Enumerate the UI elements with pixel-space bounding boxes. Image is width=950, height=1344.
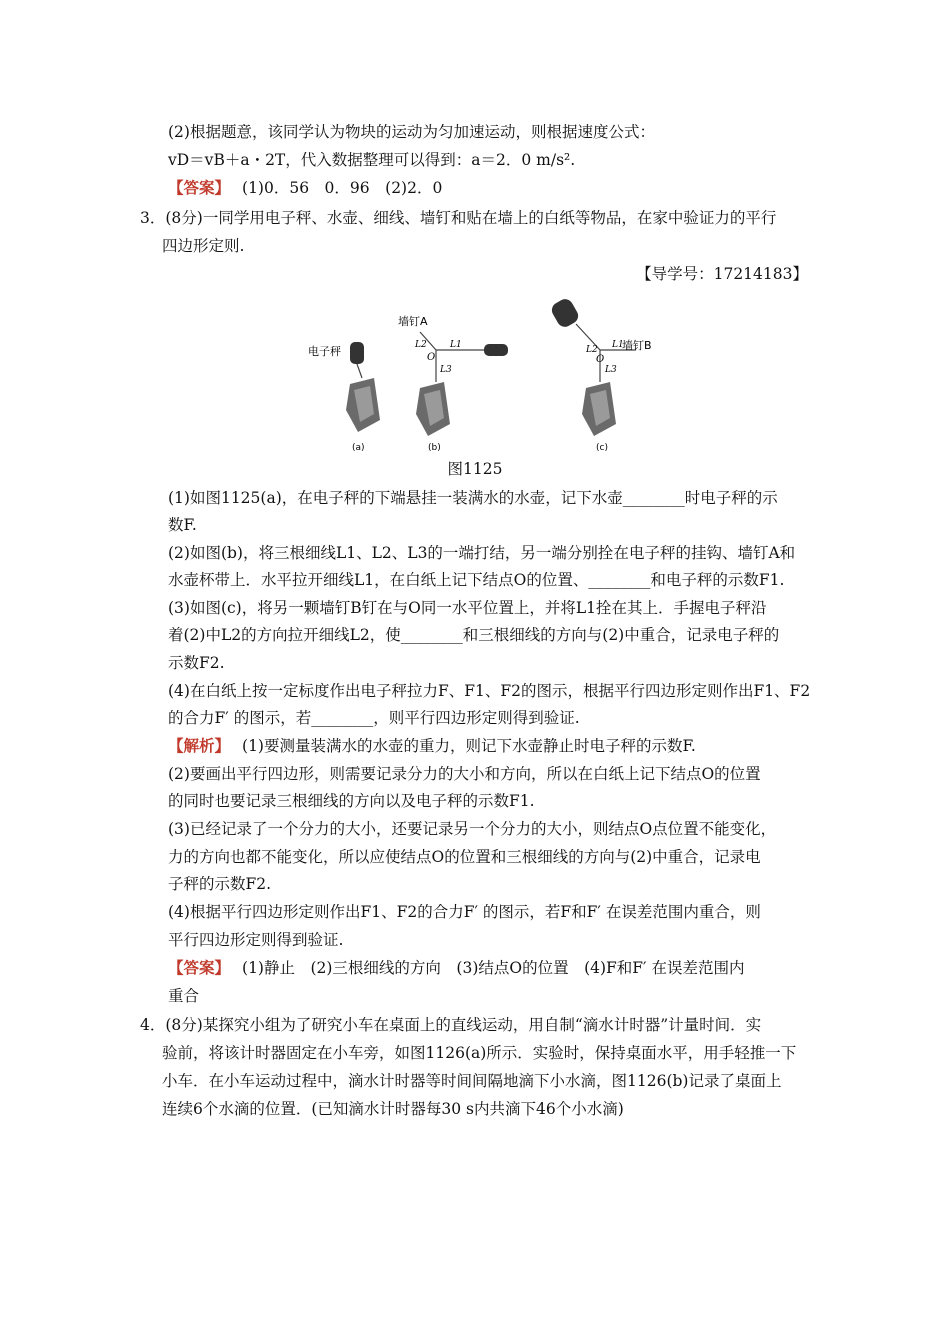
figure-panel-c	[549, 296, 652, 453]
answer-tag: 【答案】	[168, 178, 231, 197]
nail-b-label: 墙钉B	[622, 339, 652, 352]
guide-number: 【导学号：17214183】	[636, 265, 808, 283]
q3-part-1-line-1: (1)如图1125(a)，在电子秤的下端悬挂一装满水的水壶，记下水壶________时电子秤的示	[168, 489, 778, 507]
analysis-1	[168, 735, 696, 757]
label-O-b: O	[427, 352, 436, 363]
answer-2-line-2: 重合	[168, 987, 200, 1005]
label-L2-b: L2	[415, 340, 427, 350]
electronic-scale-icon	[350, 342, 364, 364]
label-L3-c: L3	[605, 365, 617, 375]
label-L1-b: L1	[450, 340, 462, 350]
analysis-3-line-3: 子秤的示数F2.	[168, 875, 272, 893]
scale-label: 电子秤	[308, 345, 341, 358]
analysis-4-line-1: (4)根据平行四边形定则作出F1、F2的合力F′ 的图示，若F和F′ 在误差范围内重合，则	[168, 903, 761, 921]
label-L2-c: L2	[586, 345, 598, 355]
label-O-c: O	[596, 354, 605, 365]
q3-part-2-line-1: (2)如图(b)，将三根细线L1、L2、L3的一端打结，另一端分别拴在电子秤的挂钩、墙钉A和	[168, 544, 796, 562]
answer-text: (1)0．56 0．96 (2)2．0	[242, 179, 443, 197]
figure-1125	[300, 292, 660, 454]
analysis-4-line-2: 平行四边形定则得到验证.	[168, 931, 344, 949]
answer-text: (1)静止 (2)三根细线的方向 (3)结点O的位置 (4)F和F′ 在误差范围内	[242, 959, 745, 977]
q3-part-4-line-2: 的合力F′ 的图示，若________，则平行四边形定则得到验证.	[168, 709, 580, 727]
question-4-line-3: 小车．在小车运动过程中，滴水计时器等时间间隔地滴下小水滴，图1126(b)记录了桌面上	[162, 1072, 782, 1090]
electronic-scale-icon	[484, 344, 508, 356]
answer-2	[168, 957, 745, 979]
q3-part-4-line-1: (4)在白纸上按一定标度作出电子秤拉力F、F1、F2的图示，根据平行四边形定则作出F1、F2	[168, 682, 811, 700]
q3-part-3-line-3: 示数F2.	[168, 654, 225, 672]
question-3-line-2: 四边形定则.	[162, 237, 245, 255]
analysis-2-line-2: 的同时也要记录三根细线的方向以及电子秤的示数F1.	[168, 792, 535, 810]
analysis-3-line-1: (3)已经记录了一个分力的大小，还要记录另一个分力的大小，则结点O点位置不能变化，	[168, 820, 777, 838]
question-4-line-2: 验前，将该计时器固定在小车旁，如图1126(a)所示．实验时，保持桌面水平，用手轻推一下	[162, 1044, 797, 1062]
question-4-line-1: 4．(8分)某探究小组为了研究小车在桌面上的直线运动，用自制“滴水计时器”计量时间．实	[140, 1016, 762, 1034]
label-L3-b: L3	[440, 365, 452, 375]
answer-1	[168, 177, 442, 199]
question-4-line-4: 连续6个水滴的位置．(已知滴水计时器每30 s内共滴下46个小水滴)	[162, 1100, 624, 1118]
panel-b-label: (b)	[428, 443, 441, 453]
analysis-2-line-1: (2)要画出平行四边形，则需要记录分力的大小和方向，所以在白纸上记下结点O的位置	[168, 765, 761, 783]
q3-part-3-line-2: 着(2)中L2的方向拉开细线L2，使________和三根细线的方向与(2)中重合，记录电子秤的	[168, 626, 780, 644]
analysis-text-1: (1)要测量装满水的水壶的重力，则记下水壶静止时电子秤的示数F.	[242, 737, 696, 755]
figure-panel-b	[398, 314, 508, 453]
q3-part-1-line-2: 数F.	[168, 516, 197, 534]
label-L1-c: L1	[612, 340, 624, 350]
solution-formula: vD＝vB＋a・2T，代入数据整理可以得到：a＝2．0 m/s².	[168, 151, 576, 169]
panel-a-label: (a)	[352, 443, 365, 453]
analysis-tag: 【解析】	[168, 736, 231, 755]
figure-panel-a	[308, 342, 380, 453]
q3-part-3-line-1: (3)如图(c)，将另一颗墙钉B钉在与O同一水平位置上，并将L1拴在其上．手握电子秤沿	[168, 599, 767, 617]
analysis-3-line-2: 力的方向也都不能变化，所以应使结点O的位置和三根细线的方向与(2)中重合，记录电	[168, 848, 761, 866]
nail-a-label: 墙钉A	[398, 315, 428, 328]
solution-step-2: (2)根据题意，该同学认为物块的运动为匀加速运动，则根据速度公式：	[168, 123, 655, 141]
answer-tag: 【答案】	[168, 958, 231, 977]
panel-c-label: (c)	[596, 443, 608, 453]
figure-caption: 图1125	[447, 460, 503, 478]
question-3-line-1: 3．(8分)一同学用电子秤、水壶、细线、墙钉和贴在墙上的白纸等物品，在家中验证力的平行	[140, 209, 777, 227]
q3-part-2-line-2: 水壶杯带上．水平拉开细线L1，在白纸上记下结点O的位置、________和电子秤的示数F1.	[168, 571, 785, 589]
